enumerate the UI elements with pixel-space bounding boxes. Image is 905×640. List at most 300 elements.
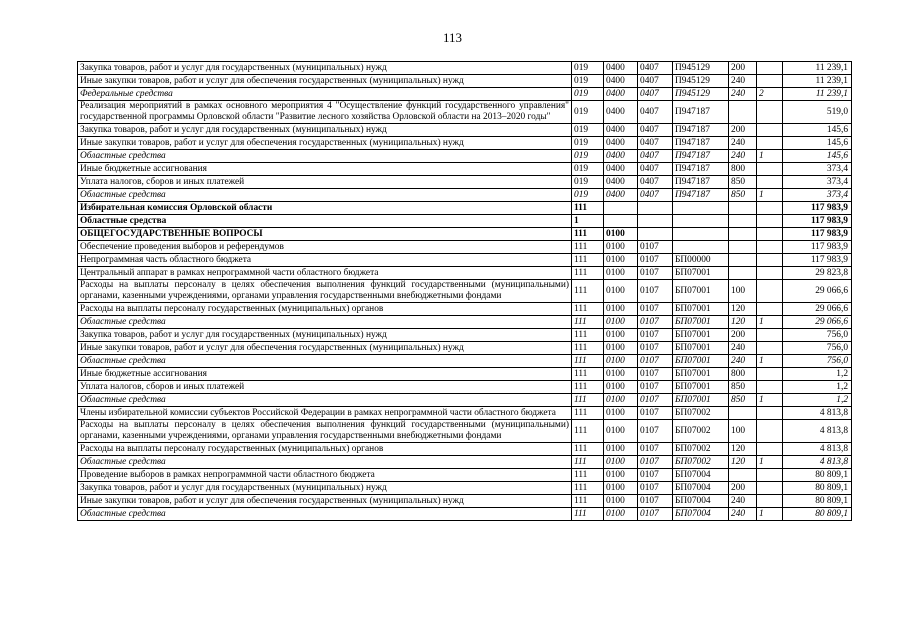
item-name-cell: Областные средства [78, 355, 572, 368]
target-article-code-cell: БП07002 [673, 420, 729, 443]
table-row [78, 443, 852, 456]
amount-cell: 756,0 [783, 342, 852, 355]
item-name-cell: ОБЩЕГОСУДАРСТВЕННЫЕ ВОПРОСЫ [78, 228, 572, 241]
expense-type-code-cell: 240 [729, 88, 757, 101]
section-code-cell: 0400 [604, 150, 638, 163]
section-code-cell: 0100 [604, 381, 638, 394]
table-row [78, 316, 852, 329]
expense-type-code-cell: 850 [729, 189, 757, 202]
amount-cell: 4 813,8 [783, 407, 852, 420]
subsection-code-cell: 0107 [638, 316, 673, 329]
funding-source-cell [757, 62, 783, 75]
target-article-code-cell: П945129 [673, 88, 729, 101]
subsection-code-cell: 0407 [638, 124, 673, 137]
subsection-code-cell [638, 202, 673, 215]
item-name-cell: Уплата налогов, сборов и иных платежей [78, 176, 572, 189]
amount-cell: 117 983,9 [783, 215, 852, 228]
funding-source-cell [757, 368, 783, 381]
item-name-cell: Закупка товаров, работ и услуг для государственных (муниципальных) нужд [78, 62, 572, 75]
table-row [78, 303, 852, 316]
department-code-cell: 019 [572, 189, 604, 202]
section-code-cell: 0100 [604, 355, 638, 368]
funding-source-cell [757, 267, 783, 280]
department-code-cell: 111 [572, 202, 604, 215]
expense-type-code-cell: 240 [729, 342, 757, 355]
department-code-cell: 111 [572, 316, 604, 329]
subsection-code-cell: 0107 [638, 329, 673, 342]
target-article-code-cell: БП07004 [673, 482, 729, 495]
funding-source-cell [757, 303, 783, 316]
subsection-code-cell: 0107 [638, 469, 673, 482]
section-code-cell: 0100 [604, 508, 638, 521]
subsection-code-cell: 0407 [638, 137, 673, 150]
department-code-cell: 111 [572, 469, 604, 482]
subsection-code-cell: 0107 [638, 342, 673, 355]
table-row [78, 101, 852, 124]
expense-type-code-cell: 800 [729, 368, 757, 381]
item-name-cell: Избирательная комиссия Орловской области [78, 202, 572, 215]
amount-cell: 756,0 [783, 355, 852, 368]
target-article-code-cell: БП07002 [673, 456, 729, 469]
item-name-cell: Расходы на выплаты персоналу в целях обеспечения выполнения функций государственными (муниципальными) органами, казенными учреждениями, органами управления государственными внебюджетными фондами [78, 420, 572, 443]
department-code-cell: 111 [572, 456, 604, 469]
item-name-cell: Центральный аппарат в рамках непрограммной части областного бюджета [78, 267, 572, 280]
table-row [78, 75, 852, 88]
item-name-cell: Иные закупки товаров, работ и услуг для обеспечения государственных (муниципальных) нужд [78, 137, 572, 150]
item-name-cell: Расходы на выплаты персоналу в целях обеспечения выполнения функций государственными (муниципальными) органами, казенными учреждениями, органами управления государственными внебюджетными фондами [78, 280, 572, 303]
subsection-code-cell: 0107 [638, 407, 673, 420]
expense-type-code-cell: 200 [729, 329, 757, 342]
item-name-cell: Закупка товаров, работ и услуг для государственных (муниципальных) нужд [78, 482, 572, 495]
section-code-cell: 0400 [604, 88, 638, 101]
department-code-cell: 019 [572, 150, 604, 163]
funding-source-cell [757, 482, 783, 495]
amount-cell: 145,6 [783, 137, 852, 150]
amount-cell: 1,2 [783, 368, 852, 381]
section-code-cell: 0100 [604, 329, 638, 342]
funding-source-cell [757, 420, 783, 443]
amount-cell: 373,4 [783, 189, 852, 202]
subsection-code-cell [638, 215, 673, 228]
subsection-code-cell: 0407 [638, 163, 673, 176]
section-code-cell: 0100 [604, 456, 638, 469]
item-name-cell: Областные средства [78, 189, 572, 202]
table-row [78, 202, 852, 215]
target-article-code-cell: П947187 [673, 176, 729, 189]
amount-cell: 29 066,6 [783, 316, 852, 329]
target-article-code-cell: П947187 [673, 124, 729, 137]
item-name-cell: Областные средства [78, 316, 572, 329]
funding-source-cell [757, 443, 783, 456]
amount-cell: 11 239,1 [783, 75, 852, 88]
amount-cell: 4 813,8 [783, 443, 852, 456]
department-code-cell: 019 [572, 124, 604, 137]
section-code-cell: 0100 [604, 303, 638, 316]
funding-source-cell [757, 176, 783, 189]
target-article-code-cell: П945129 [673, 75, 729, 88]
department-code-cell: 111 [572, 508, 604, 521]
target-article-code-cell: БП07001 [673, 280, 729, 303]
department-code-cell: 111 [572, 420, 604, 443]
expense-type-code-cell [729, 267, 757, 280]
section-code-cell: 0100 [604, 316, 638, 329]
target-article-code-cell: П947187 [673, 150, 729, 163]
target-article-code-cell: БП07001 [673, 316, 729, 329]
expense-type-code-cell: 240 [729, 75, 757, 88]
funding-source-cell: 1 [757, 508, 783, 521]
department-code-cell: 019 [572, 137, 604, 150]
table-row [78, 420, 852, 443]
section-code-cell: 0400 [604, 137, 638, 150]
section-code-cell: 0400 [604, 62, 638, 75]
subsection-code-cell: 0107 [638, 267, 673, 280]
expense-type-code-cell: 850 [729, 176, 757, 189]
target-article-code-cell: БП07001 [673, 394, 729, 407]
item-name-cell: Иные закупки товаров, работ и услуг для обеспечения государственных (муниципальных) нужд [78, 75, 572, 88]
department-code-cell: 111 [572, 267, 604, 280]
subsection-code-cell: 0407 [638, 88, 673, 101]
table-row [78, 495, 852, 508]
table-row [78, 88, 852, 101]
target-article-code-cell: БП07004 [673, 508, 729, 521]
funding-source-cell: 1 [757, 316, 783, 329]
department-code-cell: 111 [572, 355, 604, 368]
department-code-cell: 111 [572, 254, 604, 267]
item-name-cell: Областные средства [78, 394, 572, 407]
department-code-cell: 111 [572, 482, 604, 495]
expense-type-code-cell [729, 407, 757, 420]
expense-type-code-cell: 100 [729, 280, 757, 303]
item-name-cell: Областные средства [78, 456, 572, 469]
funding-source-cell [757, 469, 783, 482]
target-article-code-cell: БП07001 [673, 355, 729, 368]
department-code-cell: 019 [572, 101, 604, 124]
funding-source-cell: 2 [757, 88, 783, 101]
expense-type-code-cell: 850 [729, 381, 757, 394]
subsection-code-cell: 0407 [638, 101, 673, 124]
table-row [78, 355, 852, 368]
section-code-cell: 0100 [604, 254, 638, 267]
amount-cell: 117 983,9 [783, 202, 852, 215]
target-article-code-cell: БП07001 [673, 303, 729, 316]
item-name-cell: Обеспечение проведения выборов и референдумов [78, 241, 572, 254]
target-article-code-cell: П947187 [673, 137, 729, 150]
amount-cell: 29 823,8 [783, 267, 852, 280]
target-article-code-cell: П947187 [673, 101, 729, 124]
subsection-code-cell: 0107 [638, 420, 673, 443]
funding-source-cell [757, 228, 783, 241]
section-code-cell: 0400 [604, 75, 638, 88]
budget-table-body [78, 62, 852, 521]
amount-cell: 1,2 [783, 381, 852, 394]
target-article-code-cell: П947187 [673, 163, 729, 176]
expense-type-code-cell: 120 [729, 456, 757, 469]
table-row [78, 394, 852, 407]
target-article-code-cell: БП07004 [673, 469, 729, 482]
target-article-code-cell: П947187 [673, 189, 729, 202]
funding-source-cell [757, 124, 783, 137]
funding-source-cell [757, 407, 783, 420]
table-row [78, 215, 852, 228]
department-code-cell: 019 [572, 88, 604, 101]
item-name-cell: Иные бюджетные ассигнования [78, 163, 572, 176]
department-code-cell: 111 [572, 394, 604, 407]
target-article-code-cell: БП07004 [673, 495, 729, 508]
subsection-code-cell: 0407 [638, 75, 673, 88]
table-row [78, 189, 852, 202]
section-code-cell: 0100 [604, 280, 638, 303]
expense-type-code-cell: 200 [729, 124, 757, 137]
department-code-cell: 111 [572, 407, 604, 420]
subsection-code-cell: 0107 [638, 394, 673, 407]
table-row [78, 150, 852, 163]
item-name-cell: Закупка товаров, работ и услуг для государственных (муниципальных) нужд [78, 124, 572, 137]
department-code-cell: 111 [572, 443, 604, 456]
department-code-cell: 111 [572, 329, 604, 342]
amount-cell: 80 809,1 [783, 495, 852, 508]
amount-cell: 29 066,6 [783, 303, 852, 316]
funding-source-cell [757, 75, 783, 88]
amount-cell: 117 983,9 [783, 241, 852, 254]
table-row [78, 381, 852, 394]
subsection-code-cell: 0107 [638, 280, 673, 303]
amount-cell: 80 809,1 [783, 482, 852, 495]
table-row [78, 482, 852, 495]
funding-source-cell [757, 202, 783, 215]
expense-type-code-cell [729, 241, 757, 254]
table-row [78, 124, 852, 137]
section-code-cell: 0100 [604, 368, 638, 381]
section-code-cell: 0400 [604, 176, 638, 189]
target-article-code-cell: БП07001 [673, 329, 729, 342]
department-code-cell: 111 [572, 368, 604, 381]
table-row [78, 280, 852, 303]
item-name-cell: Закупка товаров, работ и услуг для государственных (муниципальных) нужд [78, 329, 572, 342]
amount-cell: 519,0 [783, 101, 852, 124]
expense-type-code-cell: 800 [729, 163, 757, 176]
table-row [78, 456, 852, 469]
item-name-cell: Уплата налогов, сборов и иных платежей [78, 381, 572, 394]
subsection-code-cell: 0407 [638, 189, 673, 202]
expense-type-code-cell [729, 254, 757, 267]
item-name-cell: Областные средства [78, 215, 572, 228]
target-article-code-cell: БП07001 [673, 267, 729, 280]
item-name-cell: Проведение выборов в рамках непрограммной части областного бюджета [78, 469, 572, 482]
item-name-cell: Расходы на выплаты персоналу государственных (муниципальных) органов [78, 303, 572, 316]
target-article-code-cell [673, 228, 729, 241]
expense-type-code-cell [729, 202, 757, 215]
funding-source-cell [757, 101, 783, 124]
section-code-cell: 0400 [604, 163, 638, 176]
section-code-cell: 0100 [604, 420, 638, 443]
amount-cell: 80 809,1 [783, 469, 852, 482]
subsection-code-cell: 0107 [638, 443, 673, 456]
expense-type-code-cell: 240 [729, 355, 757, 368]
funding-source-cell [757, 381, 783, 394]
subsection-code-cell: 0107 [638, 355, 673, 368]
item-name-cell: Областные средства [78, 508, 572, 521]
target-article-code-cell: БП07002 [673, 443, 729, 456]
table-row [78, 267, 852, 280]
funding-source-cell: 1 [757, 456, 783, 469]
department-code-cell: 111 [572, 303, 604, 316]
amount-cell: 756,0 [783, 329, 852, 342]
subsection-code-cell: 0107 [638, 508, 673, 521]
amount-cell: 117 983,9 [783, 228, 852, 241]
item-name-cell: Члены избирательной комиссии субъектов Российской Федерации в рамках непрограммной части областного бюджета [78, 407, 572, 420]
table-row [78, 407, 852, 420]
amount-cell: 4 813,8 [783, 456, 852, 469]
section-code-cell [604, 215, 638, 228]
section-code-cell [604, 202, 638, 215]
funding-source-cell [757, 254, 783, 267]
funding-source-cell [757, 280, 783, 303]
subsection-code-cell: 0407 [638, 150, 673, 163]
subsection-code-cell: 0107 [638, 241, 673, 254]
expense-type-code-cell [729, 101, 757, 124]
expense-type-code-cell [729, 215, 757, 228]
funding-source-cell: 1 [757, 150, 783, 163]
target-article-code-cell: БП07001 [673, 368, 729, 381]
amount-cell: 117 983,9 [783, 254, 852, 267]
department-code-cell: 019 [572, 163, 604, 176]
target-article-code-cell: П945129 [673, 62, 729, 75]
subsection-code-cell: 0107 [638, 482, 673, 495]
table-row [78, 508, 852, 521]
section-code-cell: 0100 [604, 407, 638, 420]
department-code-cell: 111 [572, 495, 604, 508]
item-name-cell: Реализация мероприятий в рамках основного мероприятия 4 "Осуществление функций государственного управления" государственной программы Орловской области "Развитие лесного хозяйства Орловской области на 2013–2020 годы" [78, 101, 572, 124]
amount-cell: 1,2 [783, 394, 852, 407]
subsection-code-cell: 0107 [638, 368, 673, 381]
department-code-cell: 019 [572, 176, 604, 189]
table-row [78, 176, 852, 189]
funding-source-cell [757, 342, 783, 355]
amount-cell: 373,4 [783, 176, 852, 189]
target-article-code-cell [673, 202, 729, 215]
item-name-cell: Иные бюджетные ассигнования [78, 368, 572, 381]
expense-type-code-cell: 240 [729, 495, 757, 508]
subsection-code-cell: 0407 [638, 176, 673, 189]
expense-type-code-cell: 100 [729, 420, 757, 443]
department-code-cell: 019 [572, 62, 604, 75]
target-article-code-cell [673, 241, 729, 254]
table-row [78, 329, 852, 342]
page-number: 113 [442, 30, 463, 45]
subsection-code-cell: 0107 [638, 456, 673, 469]
table-row [78, 62, 852, 75]
expense-type-code-cell: 120 [729, 443, 757, 456]
expense-type-code-cell: 850 [729, 394, 757, 407]
funding-source-cell: 1 [757, 355, 783, 368]
expense-type-code-cell: 200 [729, 482, 757, 495]
department-code-cell: 019 [572, 75, 604, 88]
subsection-code-cell [638, 228, 673, 241]
item-name-cell: Расходы на выплаты персоналу государственных (муниципальных) органов [78, 443, 572, 456]
table-row [78, 254, 852, 267]
funding-source-cell: 1 [757, 394, 783, 407]
section-code-cell: 0100 [604, 495, 638, 508]
funding-source-cell [757, 241, 783, 254]
item-name-cell: Федеральные средства [78, 88, 572, 101]
department-code-cell: 1 [572, 215, 604, 228]
department-code-cell: 111 [572, 228, 604, 241]
table-row [78, 163, 852, 176]
table-row [78, 228, 852, 241]
amount-cell: 145,6 [783, 124, 852, 137]
funding-source-cell [757, 215, 783, 228]
table-row [78, 241, 852, 254]
funding-source-cell: 1 [757, 189, 783, 202]
section-code-cell: 0100 [604, 469, 638, 482]
target-article-code-cell: БП07001 [673, 381, 729, 394]
table-row [78, 342, 852, 355]
section-code-cell: 0100 [604, 267, 638, 280]
item-name-cell: Областные средства [78, 150, 572, 163]
funding-source-cell [757, 163, 783, 176]
expense-type-code-cell: 200 [729, 62, 757, 75]
section-code-cell: 0100 [604, 241, 638, 254]
section-code-cell: 0400 [604, 189, 638, 202]
expense-type-code-cell: 120 [729, 316, 757, 329]
amount-cell: 4 813,8 [783, 420, 852, 443]
section-code-cell: 0100 [604, 394, 638, 407]
department-code-cell: 111 [572, 280, 604, 303]
item-name-cell: Иные закупки товаров, работ и услуг для обеспечения государственных (муниципальных) нужд [78, 342, 572, 355]
amount-cell: 29 066,6 [783, 280, 852, 303]
budget-table [77, 61, 852, 521]
department-code-cell: 111 [572, 342, 604, 355]
section-code-cell: 0400 [604, 101, 638, 124]
table-row [78, 469, 852, 482]
amount-cell: 11 239,1 [783, 88, 852, 101]
amount-cell: 80 809,1 [783, 508, 852, 521]
target-article-code-cell: БП07002 [673, 407, 729, 420]
table-row [78, 368, 852, 381]
target-article-code-cell: БП00000 [673, 254, 729, 267]
table-row [78, 137, 852, 150]
section-code-cell: 0100 [604, 482, 638, 495]
department-code-cell: 111 [572, 381, 604, 394]
expense-type-code-cell: 120 [729, 303, 757, 316]
funding-source-cell [757, 329, 783, 342]
section-code-cell: 0100 [604, 228, 638, 241]
target-article-code-cell [673, 215, 729, 228]
subsection-code-cell: 0407 [638, 62, 673, 75]
department-code-cell: 111 [572, 241, 604, 254]
subsection-code-cell: 0107 [638, 254, 673, 267]
funding-source-cell [757, 495, 783, 508]
expense-type-code-cell: 240 [729, 137, 757, 150]
item-name-cell: Иные закупки товаров, работ и услуг для обеспечения государственных (муниципальных) нужд [78, 495, 572, 508]
item-name-cell: Непрограммная часть областного бюджета [78, 254, 572, 267]
expense-type-code-cell: 240 [729, 508, 757, 521]
subsection-code-cell: 0107 [638, 381, 673, 394]
subsection-code-cell: 0107 [638, 303, 673, 316]
subsection-code-cell: 0107 [638, 495, 673, 508]
amount-cell: 11 239,1 [783, 62, 852, 75]
section-code-cell: 0100 [604, 342, 638, 355]
expense-type-code-cell [729, 228, 757, 241]
expense-type-code-cell: 240 [729, 150, 757, 163]
section-code-cell: 0400 [604, 124, 638, 137]
expense-type-code-cell [729, 469, 757, 482]
funding-source-cell [757, 137, 783, 150]
target-article-code-cell: БП07001 [673, 342, 729, 355]
amount-cell: 373,4 [783, 163, 852, 176]
amount-cell: 145,6 [783, 150, 852, 163]
section-code-cell: 0100 [604, 443, 638, 456]
